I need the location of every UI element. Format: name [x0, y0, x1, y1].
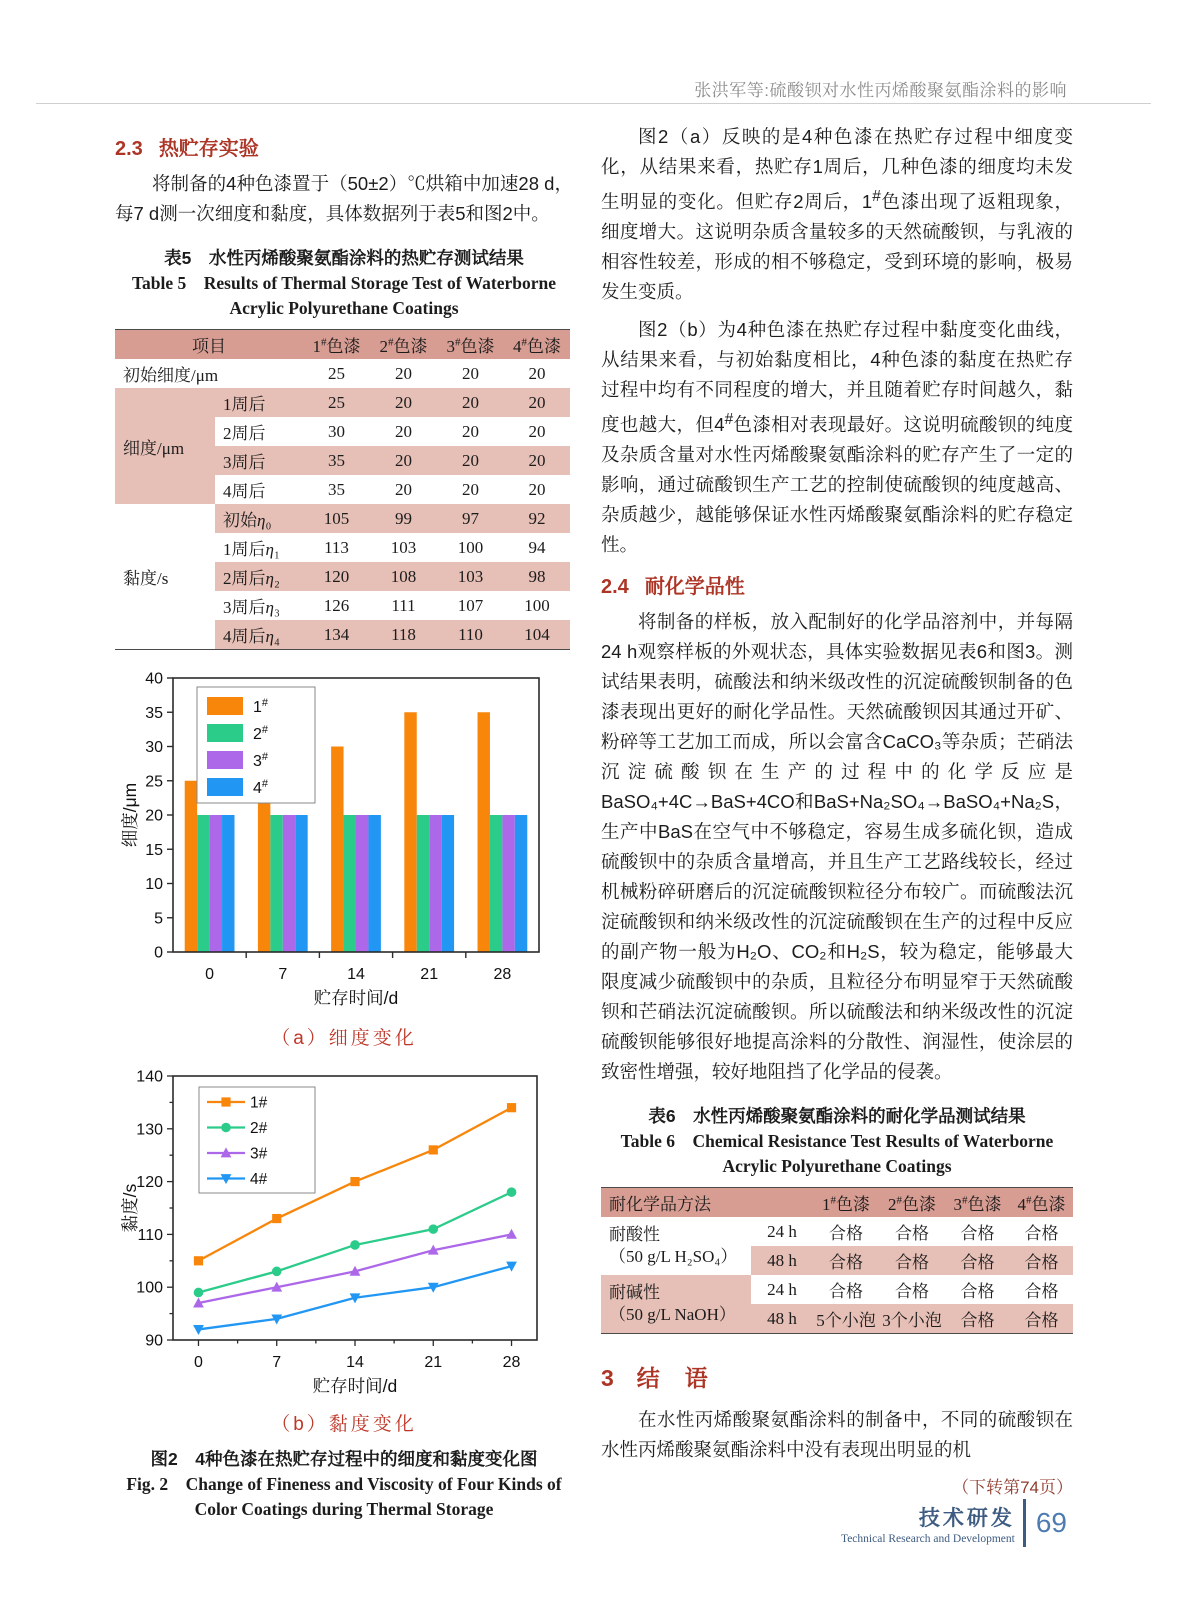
- svg-text:28: 28: [493, 966, 512, 983]
- table-header-cell: 1#色漆: [813, 1188, 879, 1218]
- table-cell: 98: [504, 562, 570, 591]
- table-cell: 35: [303, 446, 370, 475]
- table-cell: 初始细度/μm: [123, 366, 219, 385]
- table-header-cell: 项目: [115, 330, 303, 360]
- paragraph: 图2（a）反映的是4种色漆在热贮存过程中细度变化，从结果来看，热贮存1周后，几种色漆的细度均未发生明显的变化。但贮存2周后，1#色漆出现了返粗现象，细度增大。这说明杂质含量较多的天然硫酸钡，与乳液的相容性较差，形成的相不够稳定，受到环境的影响，极易发生变质。: [601, 126, 1073, 303]
- table-cell: 黏度/s: [115, 504, 215, 650]
- table-cell: 97: [437, 504, 504, 533]
- table-cell: 合格: [960, 1282, 995, 1302]
- svg-text:28: 28: [502, 1354, 521, 1371]
- svg-text:120: 120: [136, 1174, 163, 1192]
- svg-text:黏度/s: 黏度/s: [121, 1183, 140, 1233]
- table-cell: 1周后: [215, 388, 303, 417]
- two-column-layout: [115, 122, 1073, 1522]
- svg-text:1#: 1#: [250, 1094, 268, 1112]
- svg-text:7: 7: [278, 966, 288, 983]
- fig2-caption-cn: 图2 4种色漆在热贮存过程中的细度和黏度变化图: [150, 1449, 538, 1469]
- table-cell: 104: [504, 620, 570, 650]
- table-header-cell: 1#色漆: [303, 330, 370, 360]
- section-number: 2.4: [601, 576, 629, 599]
- table-cell: 4周后: [223, 482, 266, 501]
- fineness-bar-chart-wrap: [121, 664, 573, 1021]
- table-cell: 103: [437, 562, 504, 591]
- section-title: 结 语: [636, 1365, 709, 1392]
- footer-divider: [1023, 1499, 1026, 1547]
- svg-text:7: 7: [272, 1354, 282, 1371]
- table-cell: 2周后η₂: [215, 562, 303, 591]
- table-cell: 30: [328, 421, 345, 441]
- table-cell: 118: [370, 620, 437, 650]
- table-cell: 48 h: [751, 1246, 813, 1275]
- table-cell: 合格: [895, 1282, 929, 1302]
- table-cell: 100: [524, 595, 550, 615]
- table-cell: 48 h: [751, 1304, 813, 1334]
- fineness-bar-chart: [121, 664, 551, 1016]
- viscosity-line-chart: [121, 1064, 551, 1402]
- svg-text:20: 20: [145, 807, 163, 825]
- svg-text:贮存时间/d: 贮存时间/d: [312, 1376, 398, 1396]
- running-head: 张洪军等:硫酸钡对水性丙烯酸聚氨酯涂料的影响: [694, 81, 1067, 100]
- left-column: [115, 122, 573, 1522]
- svg-text:0: 0: [154, 944, 163, 962]
- table-cell: 20: [504, 388, 570, 417]
- header-rule: [36, 103, 1151, 104]
- table-cell: 合格: [829, 1224, 863, 1244]
- svg-text:4#: 4#: [250, 1171, 268, 1188]
- table6-chemical-resistance: [601, 1187, 1073, 1334]
- table-cell: 初始η₀: [215, 504, 303, 533]
- table-cell: 24 h: [767, 1279, 797, 1299]
- table-cell: 24 h: [767, 1221, 797, 1241]
- svg-text:30: 30: [145, 739, 163, 756]
- svg-text:130: 130: [136, 1121, 163, 1139]
- paragraph: 将制备的样板，放入配制好的化学品溶剂中，并每隔24 h观察样板的外观状态，具体实验数据见表6和图3。测试结果表明，硫酸法和纳米级改性的沉淀硫酸钡制备的色漆表现出更好的耐化学品性。天然硫酸钡因其通过开矿、粉碎等工艺加工而成，所以会富含CaCO₃等杂质；芒硝法沉淀硫酸钡在生产的过程中的化学反应是BaSO₄+4C→BaS+4CO和BaS+Na₂SO₄→BaSO₄+Na₂S，生产中BaS在空气中不够稳定，容易生成多硫化钡，造成硫酸钡中的杂质含量增高，并且生产工艺路线较长，经过机械粉碎研磨后的沉淀硫酸钡粒径分布较广。而硫酸法沉淀硫酸钡和纳米级改性的沉淀硫酸钡在生产的过程中反应的副产物一般为H₂O、CO₂和H₂S，较为稳定，能够最大限度减少硫酸钡中的杂质，且粒径分布明显窄于天然硫酸钡和芒硝法沉淀硫酸钡。所以硫酸法和纳米级改性的沉淀硫酸钡能够很好地提高涂料的分散性、润湿性，使涂层的致密性增强，较好地阻挡了化学品的侵袭。: [601, 611, 1073, 1083]
- svg-text:0: 0: [205, 966, 215, 983]
- table-row: [115, 359, 570, 388]
- table5-thermal-storage: [115, 329, 570, 650]
- svg-text:细度/μm: 细度/μm: [121, 782, 140, 848]
- table-cell: 合格: [1010, 1246, 1073, 1275]
- svg-text:3#: 3#: [250, 1145, 268, 1163]
- section-heading-2-4: [601, 570, 1073, 599]
- table-cell: 126: [323, 595, 350, 615]
- table-cell: 4周后η₄: [215, 620, 303, 650]
- svg-text:2#: 2#: [253, 724, 269, 743]
- table-header-cell: 2#色漆: [370, 330, 437, 360]
- svg-text:140: 140: [136, 1068, 163, 1086]
- paragraph: 图2（b）为4种色漆在热贮存过程中黏度变化曲线，从结果来看，与初始黏度相比，4种色漆的黏度在热贮存过程中均有不同程度的增大，并且随着贮存时间越久，黏度也越大，但4#色漆相对表现最好。这说明硫酸钡的纯度及杂质含量对水性丙烯酸聚氨酯涂料的贮存产生了一定的影响，通过硫酸钡生产工艺的控制使硫酸钡的纯度越高、杂质越少，越能够保证水性丙烯酸聚氨酯涂料的贮存稳定性。: [601, 319, 1073, 556]
- table-cell: 108: [370, 562, 437, 591]
- table-row: [115, 388, 570, 417]
- axes: [121, 1069, 521, 1397]
- table-cell: 20: [395, 479, 412, 499]
- table-cell: 合格: [829, 1282, 863, 1302]
- svg-text:100: 100: [136, 1279, 163, 1297]
- table-header-row: [601, 1188, 1073, 1218]
- table-cell: 20: [462, 479, 479, 499]
- bar-series-2#: [197, 815, 502, 952]
- svg-text:40: 40: [145, 670, 163, 688]
- table-cell: 细度/μm: [115, 388, 215, 504]
- section-number: 2.3: [115, 138, 143, 160]
- legend: [197, 687, 315, 803]
- svg-text:14: 14: [347, 966, 365, 983]
- svg-text:21: 21: [424, 1354, 443, 1371]
- svg-text:0: 0: [194, 1354, 203, 1371]
- table-header-cell: 4#色漆: [504, 330, 570, 360]
- continuation-note: （下转第74页）: [952, 1478, 1073, 1498]
- svg-text:2#: 2#: [250, 1120, 268, 1137]
- table-row: [601, 1275, 1073, 1304]
- table-cell: 2周后: [223, 424, 266, 443]
- table-cell: 合格: [945, 1246, 1010, 1275]
- table-cell: 合格: [960, 1224, 995, 1244]
- svg-text:90: 90: [145, 1332, 163, 1350]
- table-header-cell: 3#色漆: [945, 1188, 1010, 1218]
- table-cell: 107: [457, 595, 484, 615]
- table5-caption-en: Table 5 Results of Thermal Storage Test of Waterborne Acrylic Polyurethane Coatings: [131, 273, 557, 318]
- table-cell: 合格: [1010, 1304, 1073, 1334]
- svg-text:4#: 4#: [253, 778, 269, 797]
- table-cell: 20: [528, 421, 546, 441]
- legend: [199, 1087, 315, 1193]
- table-cell: 100: [457, 537, 484, 557]
- svg-text:35: 35: [145, 704, 163, 722]
- table-cell: 105: [303, 504, 370, 533]
- table-cell: 耐碱性 （50 g/L NaOH）: [601, 1275, 751, 1334]
- table-cell: 111: [391, 595, 416, 615]
- table-cell: 20: [528, 363, 546, 383]
- table-cell: 20: [395, 363, 412, 383]
- table-cell: 25: [328, 363, 345, 383]
- table-cell: 35: [328, 479, 345, 499]
- table-cell: 3个小泡: [879, 1304, 945, 1334]
- footer-section-name: 技术研发 Technical Research and Development: [840, 1506, 1015, 1545]
- table-cell: 5个小泡: [813, 1304, 879, 1334]
- table-cell: 20: [462, 363, 479, 383]
- table-cell: 合格: [945, 1304, 1010, 1334]
- table5-caption-cn: 表5 水性丙烯酸聚氨酯涂料的热贮存测试结果: [164, 248, 524, 268]
- table-header-row: [115, 330, 570, 360]
- table6-caption-en: Table 6 Chemical Resistance Test Results of Waterborne Acrylic Polyurethane Coatings: [620, 1131, 1054, 1177]
- svg-text:15: 15: [145, 841, 163, 859]
- chart-a-caption: （a）细度变化: [271, 1028, 417, 1049]
- section-title: 耐化学品性: [644, 576, 745, 599]
- right-column: [601, 122, 1073, 1522]
- table-cell: 20: [370, 388, 437, 417]
- table-cell: 94: [528, 537, 546, 557]
- svg-text:14: 14: [346, 1354, 364, 1371]
- table-cell: 134: [303, 620, 370, 650]
- table-cell: 120: [303, 562, 370, 591]
- table-cell: 20: [395, 421, 412, 441]
- table-cell: 20: [528, 479, 546, 499]
- table-header-cell: 耐化学品方法: [601, 1188, 813, 1218]
- svg-text:10: 10: [145, 876, 163, 893]
- chart-b-caption: （b）黏度变化: [271, 1414, 417, 1435]
- table-cell: 99: [370, 504, 437, 533]
- table-cell: 92: [504, 504, 570, 533]
- table-cell: 110: [437, 620, 504, 650]
- table-cell: 1周后η₁: [223, 540, 280, 559]
- table-row: [601, 1217, 1073, 1246]
- page-number: 69: [1035, 1507, 1067, 1538]
- section-number: 3: [601, 1365, 615, 1392]
- table-cell: 20: [370, 446, 437, 475]
- table-cell: 耐酸性 （50 g/L H₂SO₄）: [601, 1217, 751, 1275]
- table-cell: 3周后η₃: [223, 598, 280, 617]
- table-cell: 合格: [895, 1224, 929, 1244]
- paragraph: 在水性丙烯酸聚氨酯涂料的制备中，不同的硫酸钡在水性丙烯酸聚氨酯涂料中没有表现出明显的机: [601, 1409, 1073, 1461]
- table-header-cell: 2#色漆: [879, 1188, 945, 1218]
- table-cell: 合格: [1024, 1224, 1059, 1244]
- table-cell: 113: [324, 537, 349, 557]
- fig2-caption-en: Fig. 2 Change of Fineness and Viscosity of Four Kinds of Color Coatings during Thermal Storage: [126, 1474, 562, 1519]
- table-header-cell: 4#色漆: [1010, 1188, 1073, 1218]
- svg-text:5: 5: [154, 910, 163, 928]
- table-cell: 合格: [879, 1246, 945, 1275]
- table-cell: 20: [504, 446, 570, 475]
- table-cell: 3周后: [215, 446, 303, 475]
- table-cell: 25: [303, 388, 370, 417]
- page-footer: [841, 1499, 1067, 1547]
- svg-text:3#: 3#: [253, 751, 269, 770]
- table-cell: 20: [437, 388, 504, 417]
- table-cell: 合格: [813, 1246, 879, 1275]
- svg-text:1#: 1#: [253, 697, 269, 716]
- table-cell: 合格: [1024, 1282, 1059, 1302]
- paragraph: 将制备的4种色漆置于（50±2）℃烘箱中加速28 d，每7 d测一次细度和黏度，具体数据列于表5和图2中。: [115, 173, 573, 224]
- bar-series-3#: [210, 815, 515, 952]
- section-heading-3: [601, 1360, 1073, 1393]
- section-title: 热贮存实验: [158, 138, 259, 160]
- table-cell: 20: [462, 421, 479, 441]
- svg-text:贮存时间/d: 贮存时间/d: [313, 988, 399, 1008]
- viscosity-line-chart-wrap: [121, 1064, 573, 1407]
- table-header-cell: 3#色漆: [437, 330, 504, 360]
- svg-text:21: 21: [420, 966, 439, 983]
- table6-caption-cn: 表6 水性丙烯酸聚氨酯涂料的耐化学品测试结果: [648, 1106, 1026, 1127]
- table-cell: 103: [390, 537, 417, 557]
- svg-text:25: 25: [145, 773, 163, 791]
- table-row: [115, 504, 570, 533]
- section-heading-2-3: [115, 132, 573, 161]
- svg-text:110: 110: [137, 1226, 163, 1244]
- table-cell: 20: [437, 446, 504, 475]
